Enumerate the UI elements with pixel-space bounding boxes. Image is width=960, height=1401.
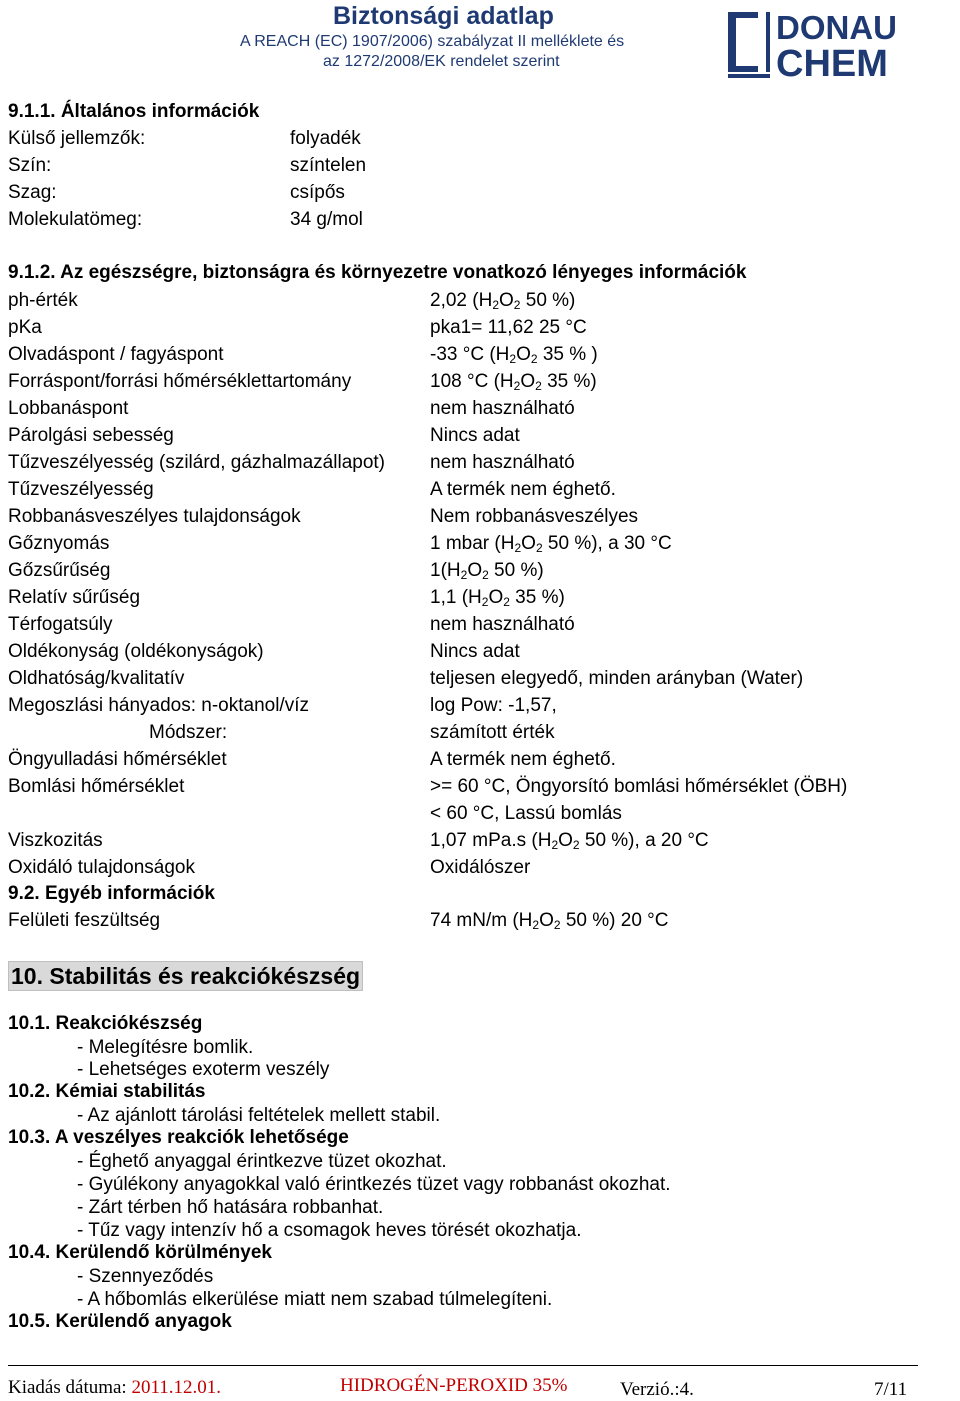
surface-tension-label: Felületi feszültség	[8, 910, 161, 931]
footer-divider	[8, 1365, 918, 1366]
evaporation-rate-value: Nincs adat	[430, 425, 520, 446]
solubility-value: Nincs adat	[430, 641, 520, 662]
explosive-properties-label: Robbanásveszélyes tulajdonságok	[8, 506, 301, 527]
molar-mass-value: 34 g/mol	[290, 209, 363, 230]
method-label: Módszer:	[149, 722, 228, 743]
boiling-point-value: 108 °C (H2O2 35 %)	[430, 371, 597, 393]
bulk-density-label: Térfogatsúly	[8, 614, 113, 635]
ph-value: 2,02 (H2O2 50 %)	[430, 290, 576, 312]
flammability-solid-gas-value: nem használható	[430, 452, 575, 473]
solubility-qualitative-label: Oldhatóság/kvalitatív	[8, 668, 185, 689]
decomposition-temp-value: >= 60 °C, Öngyorsító bomlási hőmérséklet (ÖBH)	[430, 776, 848, 797]
flash-point-value: nem használható	[430, 398, 575, 419]
vapor-density-label: Gőzsűrűség	[8, 560, 111, 581]
section-103-heading: 10.3. A veszélyes reakciók lehetősége	[8, 1127, 349, 1148]
vapor-pressure-value: 1 mbar (H2O2 50 %), a 30 °C	[430, 533, 672, 555]
color-label: Szín:	[8, 155, 52, 176]
logo-text-chem: CHEM	[776, 43, 888, 80]
section-911-heading: 9.1.1. Általános információk	[8, 101, 260, 122]
oxidizing-value: Oxidálószer	[430, 857, 531, 878]
odor-value: csípős	[290, 182, 345, 203]
partition-coefficient-label: Megoszlási hányados: n-oktanol/víz	[8, 695, 309, 716]
document-title: Biztonsági adatlap	[333, 2, 554, 30]
section-101-heading: 10.1. Reakciókészség	[8, 1013, 203, 1034]
section-102-heading: 10.2. Kémiai stabilitás	[8, 1081, 206, 1102]
flammability-label: Tűzveszélyesség	[8, 479, 154, 500]
flash-point-label: Lobbanáspont	[8, 398, 129, 419]
list-item: - Az ajánlott tárolási feltételek mellett stabil.	[77, 1105, 441, 1126]
version: Verzió.:4.	[620, 1379, 694, 1400]
autoignition-label: Öngyulladási hőmérséklet	[8, 749, 227, 770]
melting-point-value: -33 °C (H2O2 35 % )	[430, 344, 598, 366]
flammability-solid-gas-label: Tűzveszélyesség (szilárd, gázhalmazállapot)	[8, 452, 385, 473]
explosive-properties-value: Nem robbanásveszélyes	[430, 506, 639, 527]
method-value: számított érték	[430, 722, 555, 743]
page-number: 7/11	[874, 1379, 908, 1400]
surface-tension-value: 74 mN/m (H2O2 50 %) 20 °C	[430, 910, 669, 932]
product-name: HIDROGÉN-PEROXID 35%	[340, 1375, 568, 1396]
odor-label: Szag:	[8, 182, 57, 203]
pka-value: pka1= 11,62 25 °C	[430, 317, 587, 338]
viscosity-label: Viszkozitás	[8, 830, 103, 851]
document-subtitle-line2: az 1272/2008/EK rendelet szerint	[323, 53, 560, 70]
relative-density-label: Relatív sűrűség	[8, 587, 141, 608]
autoignition-value: A termék nem éghető.	[430, 749, 616, 770]
appearance-label: Külső jellemzők:	[8, 128, 146, 149]
bulk-density-value: nem használható	[430, 614, 575, 635]
vapor-density-value: 1(H2O2 50 %)	[430, 560, 544, 582]
document-subtitle-line1: A REACH (EC) 1907/2006) szabályzat II melléklete és	[240, 33, 625, 50]
list-item: - Szennyeződés	[77, 1266, 214, 1287]
list-item: - Gyúlékony anyagokkal való érintkezés tüzet vagy robbanást okozhat.	[77, 1174, 671, 1195]
issue-date: Kiadás dátuma: 2011.12.01.	[8, 1377, 222, 1398]
solubility-label: Oldékonyság (oldékonyságok)	[8, 641, 264, 662]
decomposition-temp-label: Bomlási hőmérséklet	[8, 776, 185, 797]
viscosity-value: 1,07 mPa.s (H2O2 50 %), a 20 °C	[430, 830, 709, 852]
list-item: - Tűz vagy intenzív hő a csomagok heves törését okozhatja.	[77, 1220, 582, 1241]
oxidizing-label: Oxidáló tulajdonságok	[8, 857, 195, 878]
section-105-heading: 10.5. Kerülendő anyagok	[8, 1311, 232, 1332]
partition-coefficient-value: log Pow: -1,57,	[430, 695, 557, 716]
section-10-heading: 10. Stabilitás és reakciókészség	[8, 961, 363, 991]
ph-label: ph-érték	[8, 290, 78, 311]
melting-point-label: Olvadáspont / fagyáspont	[8, 344, 224, 365]
list-item: - Lehetséges exoterm veszély	[77, 1059, 330, 1080]
section-912-heading: 9.1.2. Az egészségre, biztonságra és környezetre vonatkozó lényeges információk	[8, 262, 747, 283]
list-item: - Melegítésre bomlik.	[77, 1037, 254, 1058]
section-92-heading: 9.2. Egyéb információk	[8, 883, 215, 904]
logo-text-donau: DONAU	[776, 9, 897, 46]
vapor-pressure-label: Gőznyomás	[8, 533, 110, 554]
boiling-point-label: Forráspont/forrási hőmérséklettartomány	[8, 371, 352, 392]
list-item: - Zárt térben hő hatására robbanhat.	[77, 1197, 384, 1218]
evaporation-rate-label: Párolgási sebesség	[8, 425, 174, 446]
flammability-value: A termék nem éghető.	[430, 479, 616, 500]
decomposition-temp-value-2: < 60 °C, Lassú bomlás	[430, 803, 622, 824]
pka-label: pKa	[8, 317, 42, 338]
solubility-qualitative-value: teljesen elegyedő, minden arányban (Water)	[430, 668, 804, 689]
donau-chem-logo	[726, 8, 958, 80]
list-item: - Éghető anyaggal érintkezve tüzet okozhat.	[77, 1151, 447, 1172]
appearance-value: folyadék	[290, 128, 361, 149]
section-104-heading: 10.4. Kerülendő körülmények	[8, 1242, 272, 1263]
list-item: - A hőbomlás elkerülése miatt nem szabad túlmelegíteni.	[77, 1289, 553, 1310]
color-value: színtelen	[290, 155, 367, 176]
relative-density-value: 1,1 (H2O2 35 %)	[430, 587, 565, 609]
molar-mass-label: Molekulatömeg:	[8, 209, 143, 230]
